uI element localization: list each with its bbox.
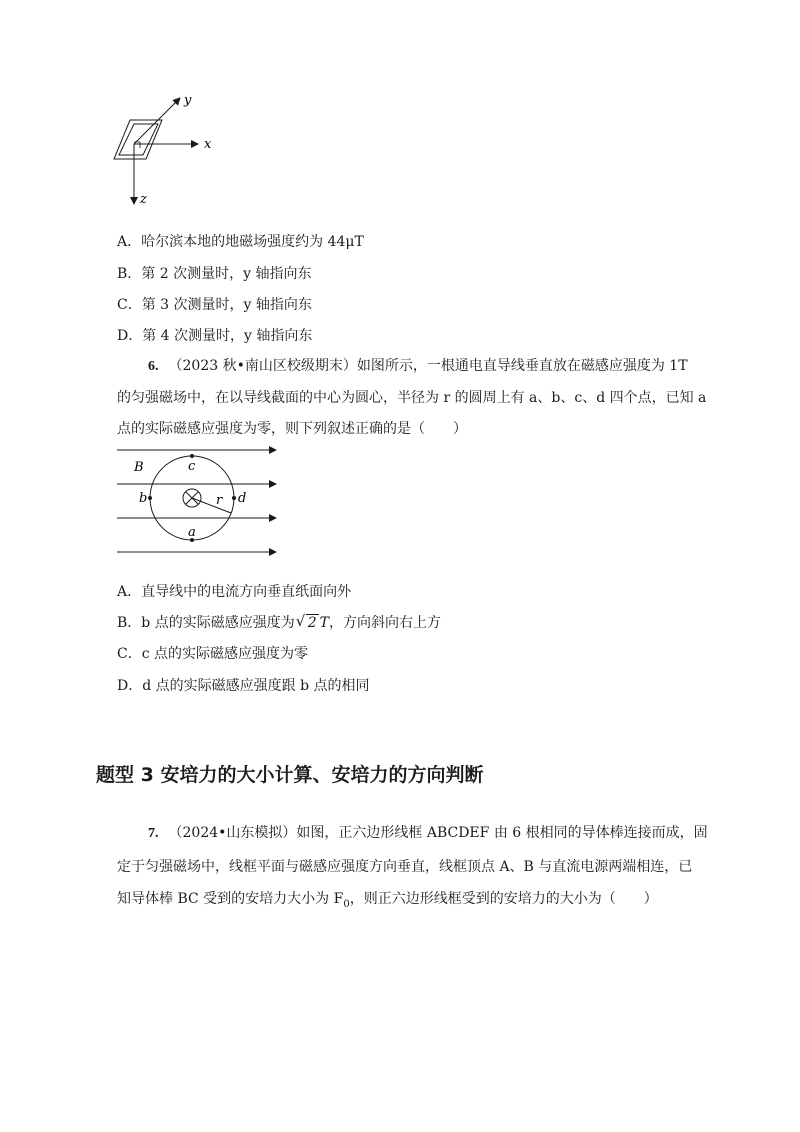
q6-option-b-suffix: ，方向斜向右上方: [328, 615, 441, 631]
q7-number: 7.: [148, 826, 159, 841]
q7-line3-subscript: 0: [343, 898, 350, 910]
label-b: b: [139, 491, 148, 506]
q6-number: 6.: [148, 359, 159, 374]
q7-line3-prefix: 知导体棒 BC 受到的安培力大小为 F: [117, 891, 344, 907]
q5-option-d: D．第 4 次测量时，y 轴指向东: [117, 328, 313, 344]
z-axis-label: z: [140, 192, 147, 207]
q5-option-b: B．第 2 次测量时，y 轴指向东: [117, 266, 312, 282]
q6-option-c: C．c 点的实际磁感应强度为零: [117, 646, 309, 662]
y-axis: [134, 98, 180, 144]
q7-stem-line2: 定于匀强磁场中，线框平面与磁感应强度方向垂直，线框顶点 A、B 与直流电源两端相连，已: [117, 859, 693, 875]
q7-line1: （2024•山东模拟）如图，正六边形线框 ABCDEF 由 6 根相同的导体棒连接而成，固: [168, 825, 708, 841]
q7-stem-line3: [117, 889, 658, 915]
label-d: d: [238, 491, 247, 506]
q6-option-b-prefix: B．b 点的实际磁感应强度为: [117, 615, 295, 631]
q6-stem-line1: [148, 356, 688, 377]
q7-stem-line1: [148, 823, 708, 844]
q7-line3-suffix: ，则正六边形线框受到的安培力的大小为（ ）: [349, 891, 658, 907]
q6-option-a: A．直导线中的电流方向垂直纸面向外: [117, 584, 352, 600]
q5-option-a: A．哈尔滨本地的地磁场强度约为 44μT: [117, 234, 364, 250]
x-axis-label: x: [204, 137, 212, 152]
y-axis-label: y: [184, 93, 192, 108]
label-a: a: [188, 525, 196, 540]
q6-stem-line3: 点的实际磁感应强度为零，则下列叙述正确的是（ ）: [117, 421, 467, 437]
q6-line1: （2023 秋•南山区校级期末）如图所示，一根通电直导线垂直放在磁感应强度为 1T: [168, 358, 688, 374]
q6-stem-line2: 的匀强磁场中，在以导线截面的中心为圆心，半径为 r 的圆周上有 a、b、c、d 四个点，已知 a: [117, 390, 707, 406]
sqrt-expression: [296, 613, 319, 633]
axes-figure: [100, 88, 230, 213]
label-B: B: [134, 460, 144, 475]
q6-option-b: [117, 613, 441, 633]
label-r: r: [216, 493, 223, 508]
radius-line: [192, 498, 231, 513]
sqrt-sign-icon: √: [295, 612, 306, 630]
sqrt-value: 2: [307, 615, 317, 631]
section-heading: 题型 3 安培力的大小计算、安培力的方向判断: [96, 764, 484, 786]
field-figure: [114, 446, 284, 558]
q6-option-d: D．d 点的实际磁感应强度跟 b 点的相同: [117, 678, 370, 694]
q6-option-b-unit: T: [319, 615, 329, 631]
label-c: c: [188, 459, 196, 474]
q5-option-c: C．第 3 次测量时，y 轴指向东: [117, 297, 312, 313]
